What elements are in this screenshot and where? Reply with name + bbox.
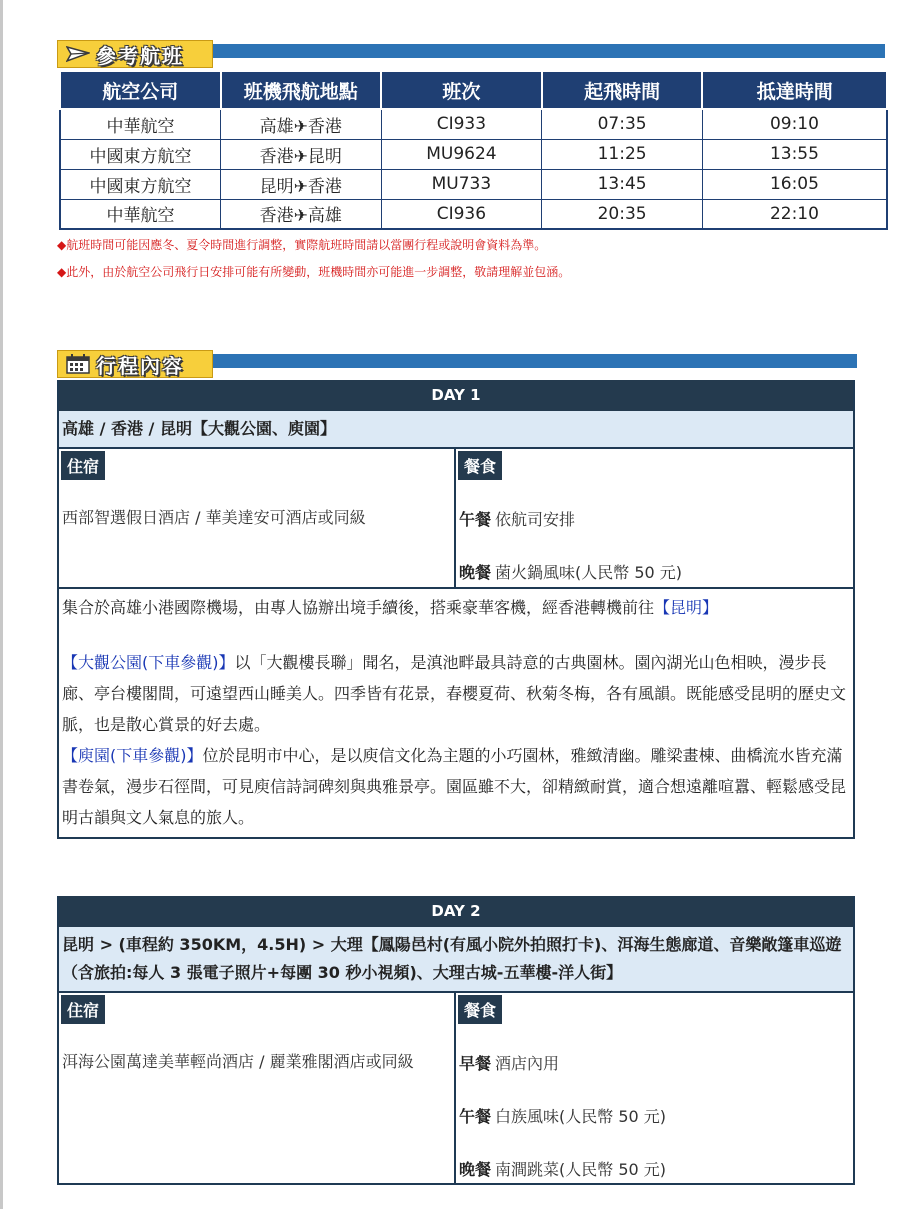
lodging-label: 住宿	[61, 451, 105, 480]
meal-item	[456, 1104, 669, 1127]
flight-section-title: 參考航班	[96, 43, 184, 68]
meal-label: 餐食	[458, 451, 502, 480]
meals-column	[456, 449, 853, 587]
meal-type: 早餐	[459, 1054, 492, 1073]
flight-number-cell: CI933	[381, 109, 542, 139]
route-cell: 昆明✈香港	[221, 169, 382, 199]
flight-section-tag	[57, 40, 213, 68]
day-1-block	[57, 380, 855, 839]
day-2-block	[57, 896, 855, 1185]
route-cell: 香港✈昆明	[221, 139, 382, 169]
lodging-label: 住宿	[61, 995, 105, 1024]
page-edge	[0, 0, 3, 1209]
meal-text: 南澗跳菜(人民幣 50 元)	[495, 1160, 667, 1179]
column-header: 航空公司	[60, 71, 221, 109]
day-info-grid	[59, 449, 853, 589]
day-route: 高雄 / 香港 / 昆明【大觀公園、庾園】	[59, 411, 853, 449]
table-row	[60, 109, 887, 139]
table-row	[60, 199, 887, 229]
lodging-column	[59, 449, 456, 587]
meals-column	[456, 993, 853, 1183]
spot-name: 【大觀公園(下車參觀)】	[62, 653, 235, 672]
meal-text: 酒店內用	[495, 1054, 560, 1073]
day-header: DAY 2	[59, 896, 853, 927]
lodging-text: 西部智選假日酒店 / 華美達安可酒店或同級	[62, 508, 366, 527]
column-header: 抵達時間	[702, 71, 887, 109]
airline-cell: 中國東方航空	[60, 139, 221, 169]
table-row	[60, 139, 887, 169]
day-header: DAY 1	[59, 380, 853, 411]
spot-name: 【庾園(下車參觀)】	[62, 746, 203, 765]
day-info-grid	[59, 993, 853, 1185]
calendar-icon	[64, 353, 92, 375]
departure-time-cell: 13:45	[542, 169, 703, 199]
meal-item	[456, 507, 578, 530]
meal-text: 白族風味(人民幣 50 元)	[495, 1107, 667, 1126]
itinerary-section-tag	[57, 350, 213, 378]
arrival-time-cell: 16:05	[702, 169, 887, 199]
spot-paragraph	[62, 740, 849, 833]
flight-note: ◆航班時間可能因應冬、夏令時間進行調整，實際航班時間請以當團行程或說明會資料為準。	[57, 238, 547, 252]
airline-cell: 中國東方航空	[60, 169, 221, 199]
meal-label: 餐食	[458, 995, 502, 1024]
flight-note: ◆此外，由於航空公司飛行日安排可能有所變動，班機時間亦可能進一步調整，敬請理解並包涵。	[57, 265, 571, 279]
itinerary-section-bar	[213, 354, 857, 368]
itinerary-section-header	[57, 350, 857, 378]
departure-time-cell: 20:35	[542, 199, 703, 229]
destination-highlight: 【昆明】	[654, 598, 719, 617]
meal-type: 晚餐	[459, 563, 492, 582]
lodging-text: 洱海公園萬達美華輕尚酒店 / 麗業雅閣酒店或同級	[62, 1052, 414, 1071]
column-header: 起飛時間	[542, 71, 703, 109]
meal-item	[456, 1157, 669, 1180]
meal-item	[456, 1051, 562, 1074]
day-description	[59, 589, 853, 837]
intro-paragraph: 集合於高雄小港國際機場，由專人協辦出境手續後，搭乘豪華客機，經香港轉機前往【昆明】	[62, 598, 719, 617]
meal-type: 午餐	[459, 510, 492, 529]
arrival-time-cell: 22:10	[702, 199, 887, 229]
departure-time-cell: 11:25	[542, 139, 703, 169]
meal-type: 午餐	[459, 1107, 492, 1126]
flight-table	[59, 70, 888, 230]
arrival-time-cell: 09:10	[702, 109, 887, 139]
flight-table-header-row	[60, 71, 887, 109]
spot-paragraph	[62, 647, 849, 740]
flight-number-cell: MU733	[381, 169, 542, 199]
flight-number-cell: CI936	[381, 199, 542, 229]
departure-time-cell: 07:35	[542, 109, 703, 139]
meal-text: 菌火鍋風味(人民幣 50 元)	[495, 563, 683, 582]
lodging-column	[59, 993, 456, 1183]
itinerary-section-title: 行程內容	[96, 353, 184, 378]
route-cell: 高雄✈香港	[221, 109, 382, 139]
meal-item	[456, 560, 685, 583]
meal-text: 依航司安排	[495, 510, 576, 529]
column-header: 班機飛航地點	[221, 71, 382, 109]
column-header: 班次	[381, 71, 542, 109]
flight-section-header	[57, 40, 885, 68]
table-row	[60, 169, 887, 199]
flight-section-bar	[213, 44, 885, 58]
paper-plane-icon	[64, 43, 92, 65]
flight-number-cell: MU9624	[381, 139, 542, 169]
meal-type: 晚餐	[459, 1160, 492, 1179]
airline-cell: 中華航空	[60, 109, 221, 139]
spot-text: 位於昆明市中心，是以庾信文化為主題的小巧園林，雅緻清幽。雕梁畫棟、曲橋流水皆充滿書卷氣，漫步石徑間，可見庾信詩詞碑刻與典雅景亭。園區雖不大，卻精緻耐賞，適合想遠離喧囂、輕鬆感受昆明古韻與文人氣息的旅人。	[62, 746, 847, 827]
day-route: 昆明 > (車程約 350KM，4.5H) > 大理【鳳陽邑村(有風小院外拍照打卡)、洱海生態廊道、音樂敞篷車巡遊（含旅拍:每人 3 張電子照片+每團 30 秒小視頻)、大理古城-五華樓-洋人街】	[59, 927, 853, 993]
arrival-time-cell: 13:55	[702, 139, 887, 169]
spot-text: 以「大觀樓長聯」聞名，是滇池畔最具詩意的古典園林。園內湖光山色相映，漫步長廊、亭台樓閣間，可遠望西山睡美人。四季皆有花景，春櫻夏荷、秋菊冬梅，各有風韻。既能感受昆明的歷史文脈，也是散心賞景的好去處。	[62, 653, 847, 734]
airline-cell: 中華航空	[60, 199, 221, 229]
route-cell: 香港✈高雄	[221, 199, 382, 229]
